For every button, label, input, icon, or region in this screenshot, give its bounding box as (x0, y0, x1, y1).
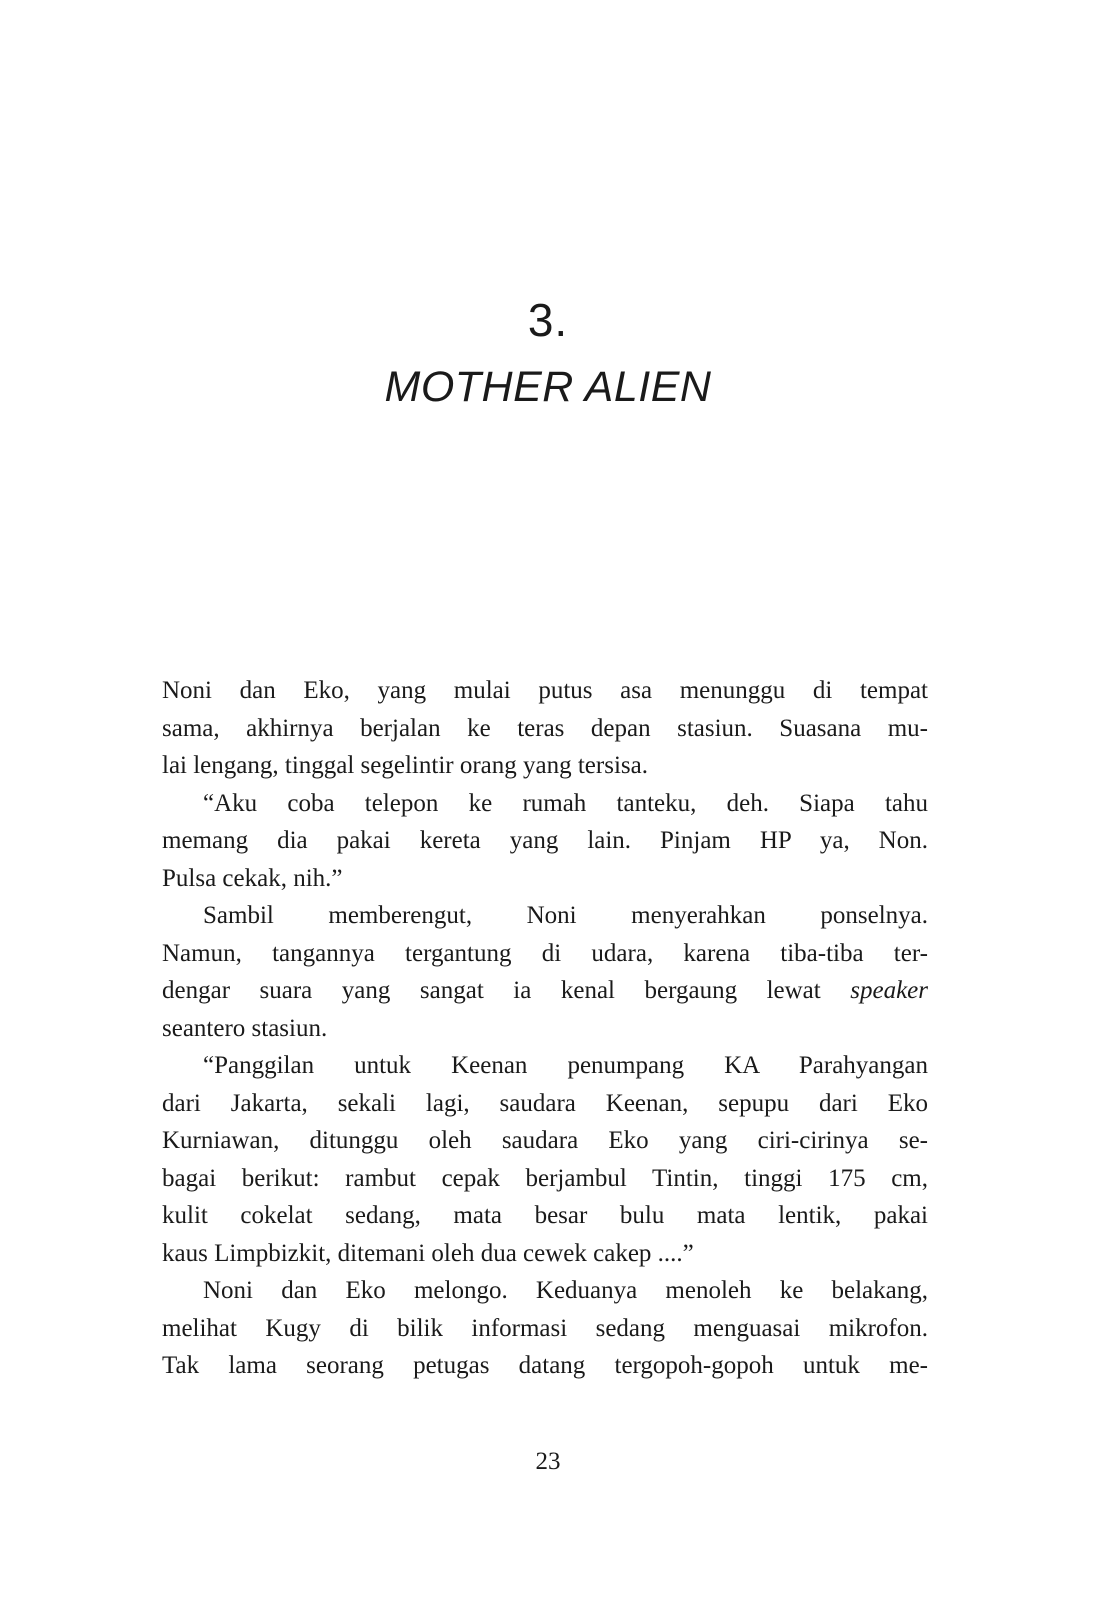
text-line: kaus Limpbizkit, ditemani oleh dua cewek cakep ....” (162, 1239, 694, 1267)
italic-word: speaker (850, 977, 928, 1004)
text-line: seantero stasiun. (162, 1014, 328, 1042)
text-line: bagai berikut: rambut cepak berjambul Tintin, tinggi 175 cm, (162, 1164, 928, 1192)
text-line: Kurniawan, ditunggu oleh saudara Eko yang ciri-cirinya se- (162, 1127, 928, 1154)
text-line: Noni dan Eko, yang mulai putus asa menunggu di tempat (162, 677, 928, 704)
text-line: sama, akhirnya berjalan ke teras depan stasiun. Suasana mu- (162, 714, 928, 742)
page-number: 23 (535, 1448, 561, 1475)
chapter-number: 3. (527, 294, 569, 346)
text-line: dari Jakarta, sekali lagi, saudara Keenan, sepupu dari Eko (162, 1089, 928, 1117)
text-line: “Panggilan untuk Keenan penumpang KA Parahyangan (203, 1052, 928, 1079)
text-line: Pulsa cekak, nih.” (162, 864, 343, 892)
body-text (162, 672, 928, 1385)
text-line: Sambil memberengut, Noni menyerahkan ponselnya. (203, 902, 928, 929)
text-line (162, 972, 928, 1010)
text-line: melihat Kugy di bilik informasi sedang menguasai mikrofon. (162, 1314, 928, 1342)
text-segment: dengar suara yang sangat ia kenal bergaung lewat (162, 977, 821, 1004)
text-line: “Aku coba telepon ke rumah tanteku, deh. Siapa tahu (203, 789, 928, 817)
text-line: Tak lama seorang petugas datang tergopoh-gopoh untuk me- (162, 1352, 928, 1379)
text-line: Noni dan Eko melongo. Keduanya menoleh ke belakang, (203, 1277, 928, 1304)
text-line: Namun, tangannya tergantung di udara, karena tiba-tiba ter- (162, 939, 928, 967)
chapter-title: MOTHER ALIEN (384, 363, 712, 411)
text-line: memang dia pakai kereta yang lain. Pinjam HP ya, Non. (162, 827, 928, 854)
text-line: lai lengang, tinggal segelintir orang yang tersisa. (162, 752, 648, 779)
text-line: kulit cokelat sedang, mata besar bulu mata lentik, pakai (162, 1202, 928, 1229)
